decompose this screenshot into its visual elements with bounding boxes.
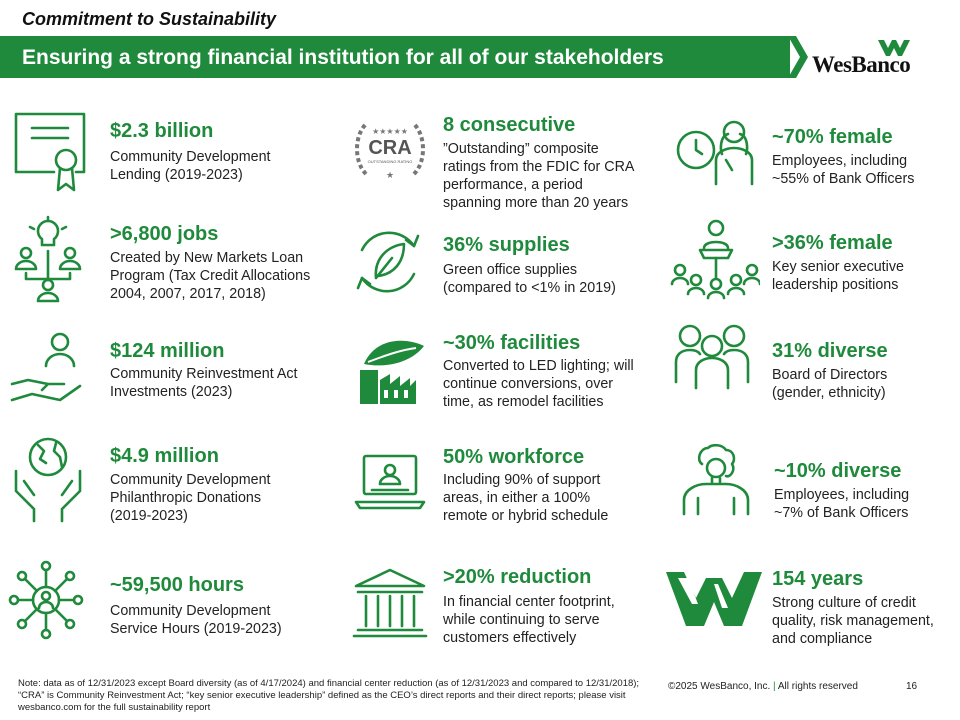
podium-speaker-icon xyxy=(670,218,760,300)
group-people-icon xyxy=(670,322,760,392)
community-hub-icon xyxy=(6,560,86,640)
female-employee-icon xyxy=(672,114,762,194)
remote-laptop-icon xyxy=(350,446,430,526)
bank-building-icon xyxy=(350,564,430,644)
banner-chevron-icon xyxy=(788,36,810,78)
footnote: Note: data as of 12/31/2023 except Board diversity (as of 4/17/2024) and financial center reduction (as of 12/31/2023 and compared to 12/31/2018); “CRA” is Community Reinvestment Act; “key senior executive leadership” defined as the CEO’s direct reports and their direct reports; please visit wesbanco.com for the full sustainability report xyxy=(18,678,640,713)
recycle-leaf-icon xyxy=(348,222,428,302)
footer-separator: | xyxy=(773,681,776,692)
green-factory-icon xyxy=(350,330,430,410)
certificate-icon xyxy=(10,110,90,200)
hand-person-icon xyxy=(8,330,88,410)
logo-wordmark: WesBanco xyxy=(812,52,911,77)
page-number: 16 xyxy=(906,681,918,692)
wesbanco-w-icon xyxy=(666,568,762,638)
wesbanco-logo xyxy=(812,40,932,78)
svg-text:★: ★ xyxy=(385,171,395,181)
kicker-title: Commitment to Sustainability xyxy=(22,9,277,29)
copyright: ©2025 WesBanco, Inc. | All rights reserved xyxy=(668,681,858,692)
cra-badge-text: CRA xyxy=(368,137,412,159)
page-title: Ensuring a strong financial institution for all of our stakeholders xyxy=(22,46,664,69)
jobs-network-icon xyxy=(8,215,88,305)
cra-badge-icon xyxy=(350,112,430,192)
hands-globe-icon xyxy=(8,435,88,525)
diverse-person-icon xyxy=(674,442,754,522)
cra-badge-subtext: OUTSTANDING RATING xyxy=(367,159,413,164)
svg-text:★★★★★: ★★★★★ xyxy=(372,127,408,136)
